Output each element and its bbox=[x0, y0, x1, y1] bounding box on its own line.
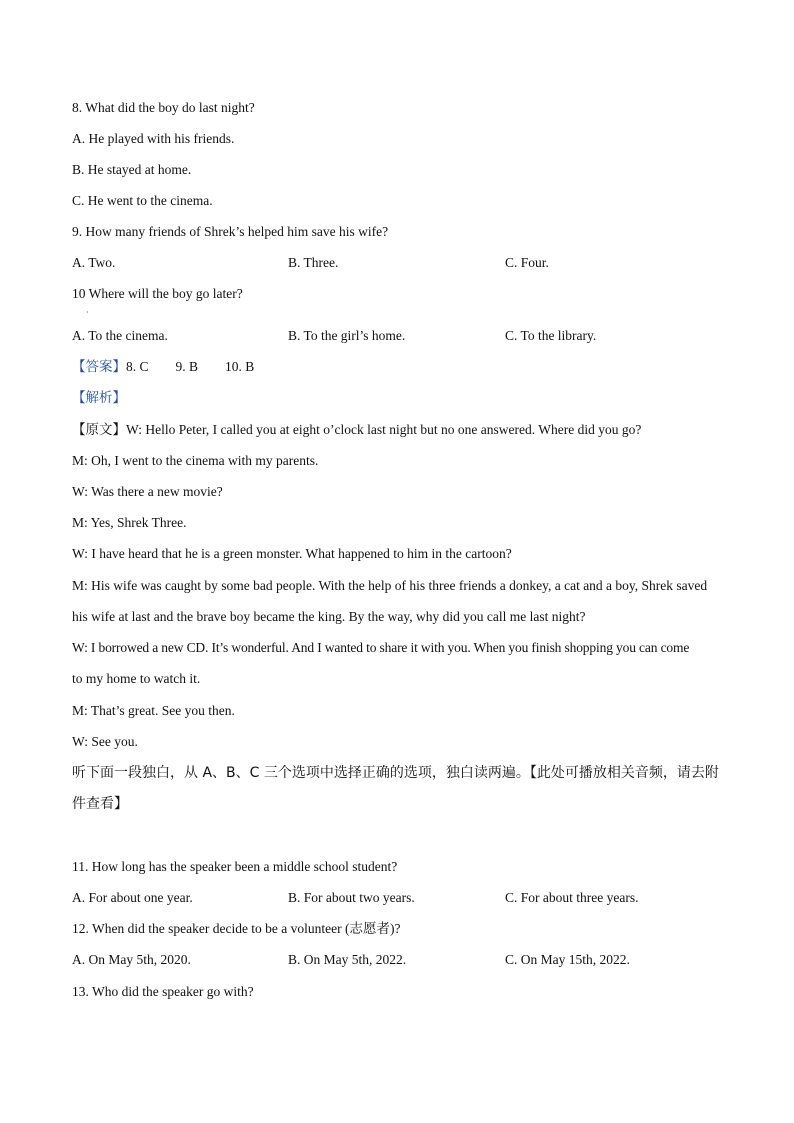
transcript-line-2: M: Oh, I went to the cinema with my parents. bbox=[72, 453, 319, 468]
transcript-line-8: W: I borrowed a new CD. It’s wonderful. And I wanted to share it with you. When you finish shopping you can come bbox=[72, 640, 690, 655]
transcript-line-11: W: See you. bbox=[72, 734, 138, 749]
question-10-option-b: B. To the girl’s home. bbox=[288, 328, 406, 343]
transcript-line-9: to my home to watch it. bbox=[72, 671, 201, 686]
analysis-line bbox=[72, 389, 126, 407]
question-9-stem: 9. How many friends of Shrek’s helped him save his wife? bbox=[72, 224, 389, 239]
transcript-line-6: M: His wife was caught by some bad people. With the help of his three friends a donkey, a cat and a boy, Shrek saved bbox=[72, 578, 708, 593]
question-9-option-c: C. Four. bbox=[505, 255, 549, 270]
question-13-stem: 13. Who did the speaker go with? bbox=[72, 984, 254, 999]
answer-line bbox=[72, 358, 254, 376]
transcript-line-7: his wife at last and the brave boy became the king. By the way, why did you call me last night? bbox=[72, 609, 586, 624]
question-12-option-b: B. On May 5th, 2022. bbox=[288, 952, 407, 967]
transcript-line-10: M: That’s great. See you then. bbox=[72, 703, 235, 718]
transcript-line-4: M: Yes, Shrek Three. bbox=[72, 515, 187, 530]
question-10-option-c: C. To the library. bbox=[505, 328, 597, 343]
question-11-stem: 11. How long has the speaker been a middle school student? bbox=[72, 859, 398, 874]
question-10-stem: 10 Where will the boy go later? bbox=[72, 286, 243, 301]
question-9-option-a: A. Two. bbox=[72, 255, 116, 270]
transcript-line-1 bbox=[72, 421, 641, 439]
question-11-option-a: A. For about one year. bbox=[72, 890, 193, 905]
question-11-option-c: C. For about three years. bbox=[505, 890, 639, 905]
question-12-option-c: C. On May 15th, 2022. bbox=[505, 952, 630, 967]
answer-text: 8. C 9. B 10. B bbox=[126, 359, 255, 374]
question-8-option-c: C. He went to the cinema. bbox=[72, 193, 213, 208]
question-12-stem: 12. When did the speaker decide to be a volunteer (志愿者)? bbox=[72, 921, 401, 936]
analysis-tag: 【解析】 bbox=[72, 390, 126, 406]
answer-tag: 【答案】 bbox=[72, 359, 126, 375]
instruction-line-1: 听下面一段独白，从 A、B、C 三个选项中选择正确的选项，独白读两遍。【此处可播放相关音频，请去附 bbox=[72, 765, 719, 781]
question-11-option-b: B. For about two years. bbox=[288, 890, 415, 905]
transcript-line-3: W: Was there a new movie? bbox=[72, 484, 223, 499]
transcript-line-5: W: I have heard that he is a green monster. What happened to him in the cartoon? bbox=[72, 546, 512, 561]
transcript-tag: 【原文】 bbox=[72, 422, 126, 438]
question-8-option-a: A. He played with his friends. bbox=[72, 131, 235, 146]
question-8-option-b: B. He stayed at home. bbox=[72, 162, 192, 177]
question-8-stem: 8. What did the boy do last night? bbox=[72, 100, 255, 115]
question-9-option-b: B. Three. bbox=[288, 255, 339, 270]
question-12-option-a: A. On May 5th, 2020. bbox=[72, 952, 191, 967]
instruction-line-2: 件查看】 bbox=[72, 796, 128, 812]
stray-dot-mark: · bbox=[86, 308, 89, 317]
question-10-option-a: A. To the cinema. bbox=[72, 328, 168, 343]
transcript-text-1: W: Hello Peter, I called you at eight o’clock last night but no one answered. Where did you go? bbox=[126, 422, 642, 437]
